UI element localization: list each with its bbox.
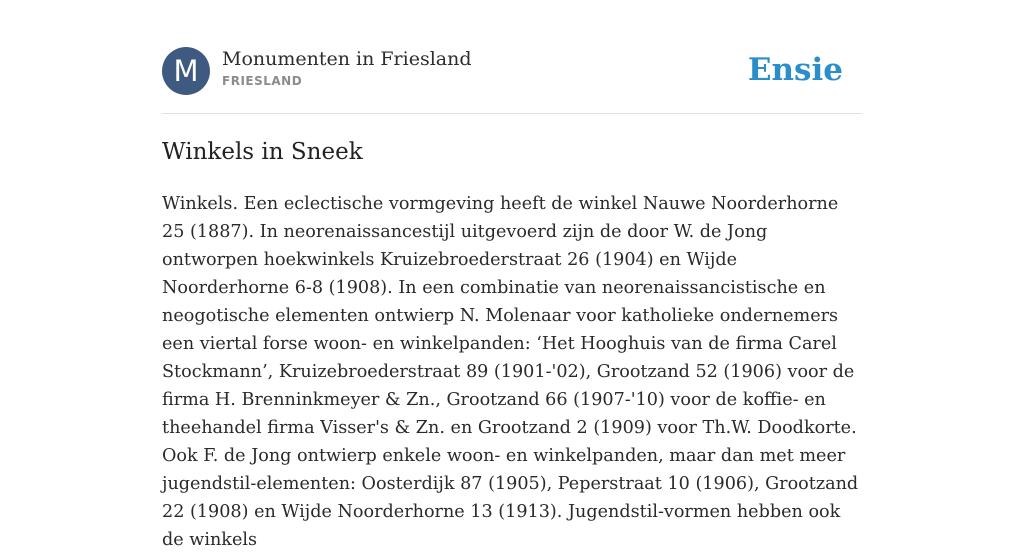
header-divider: [162, 113, 862, 114]
ensie-logo[interactable]: Ensie: [747, 52, 843, 88]
site-avatar[interactable]: M: [162, 47, 210, 95]
article-body: Winkels. Een eclectische vormgeving heeft de winkel Nauwe Noorderhorne 25 (1887). In neorenaissancestijl uitgevoerd zijn de door W. de Jong ontworpen hoekwinkels Kruizebroederstraat 26 (1904) en Wijde Noorderhorne 6-8 (1908). In een combinatie van neorenaissancistische en neogotische elementen ontwierp N. Molenaar voor katholieke ondernemers een viertal forse woon- en winkelpanden: ‘Het Hooghuis van de firma Carel Stockmann’, Kruizebroederstraat 89 (1901-'02), Grootzand 52 (1906) voor de firma H. Brenninkmeyer & Zn., Grootzand 66 (1907-'10) voor de koffie- en theehandel firma Visser's & Zn. en Grootzand 2 (1909) voor Th.W. Doodkorte. Ook F. de Jong ontwierp enkele woon- en winkelpanden, maar dan met meer jugendstil-elementen: Oosterdijk 87 (1905), Peperstraat 10 (1906), Grootzand 22 (1908) en Wijde Noorderhorne 13 (1913). Jugendstil-vormen hebben ook de winkels: [162, 194, 859, 550]
article-title: Winkels in Sneek: [162, 139, 363, 165]
site-title[interactable]: Monumenten in Friesland: [222, 48, 472, 70]
site-subtitle[interactable]: FRIESLAND: [222, 74, 303, 88]
site-header: [162, 46, 862, 96]
